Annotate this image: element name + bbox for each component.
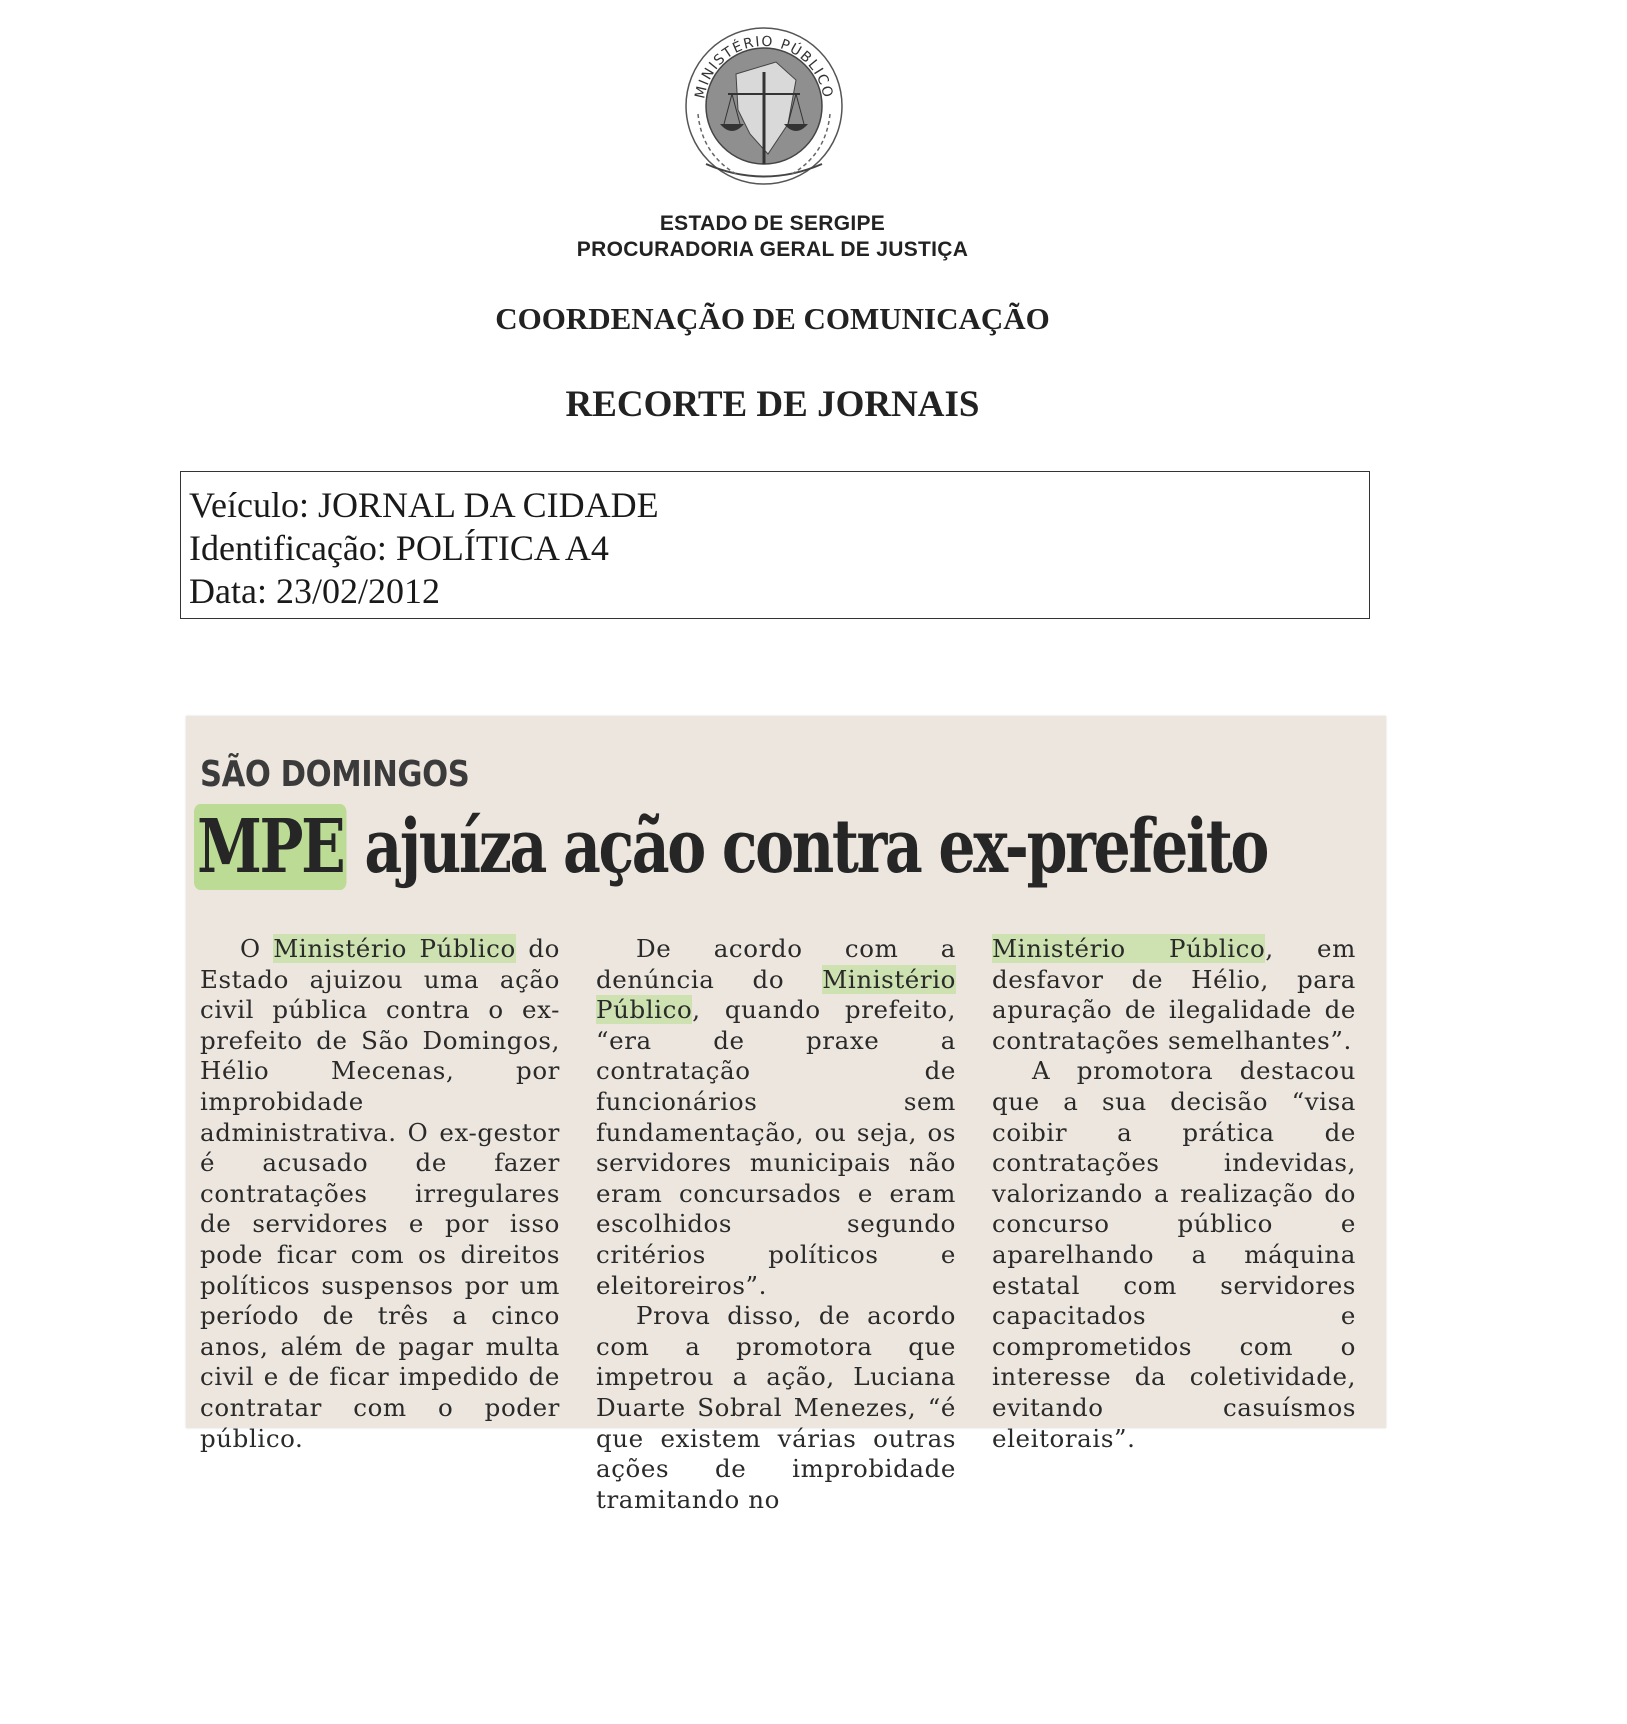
col2-paragraph-2: Prova disso, de acordo com a promotora que impetrou a ação, Luciana Duarte Sobral Menezes, “é que existem várias outras ações de improbidade tramitando no [596, 1301, 956, 1514]
date-line: Data: 23/02/2012 [189, 571, 440, 611]
identification-line: Identificação: POLÍTICA A4 [189, 528, 609, 568]
newspaper-clipping [186, 716, 1386, 1514]
col2-paragraph-1: De acordo com a denúncia do Ministério Público, quando prefeito, “era de praxe a contratação de funcionários sem fundamentação, ou seja, os servidores municipais não eram concursados e eram escolhidos segundo critérios políticos e eleitoreiros”. [596, 934, 956, 1300]
org-agency: PROCURADORIA GERAL DE JUSTIÇA [576, 238, 969, 261]
vehicle-line: Veículo: JORNAL DA CIDADE [189, 485, 659, 525]
col3-paragraph-1: Ministério Público, em desfavor de Hélio, para apuração de ilegalidade de contratações semelhantes”. [992, 934, 1356, 1055]
article-headline [194, 804, 1268, 890]
section-title: RECORTE DE JORNAIS [565, 384, 980, 425]
highlighted-term: Ministério Público [596, 964, 956, 1025]
ministerio-publico-seal [676, 14, 852, 194]
org-state: ESTADO DE SERGIPE [659, 212, 886, 235]
department-title: COORDENAÇÃO DE COMUNICAÇÃO [495, 301, 1050, 336]
highlighted-term: Ministério Público [273, 934, 516, 963]
seal-text: MINISTÉRIO PÚBLICO [692, 33, 836, 101]
article-column-2 [596, 934, 956, 1515]
clipping-info-box [180, 471, 1370, 619]
article-column-1 [200, 934, 560, 1454]
article-column-3 [992, 934, 1356, 1454]
col3-paragraph-2: A promotora destacou que a sua decisão “visa coibir a prática de contratações indevidas, valorizando a realização do concurso público e aparelhando a máquina estatal com servidores capacitados e comprometidos com o interesse da coletividade, evitando casuísmos eleitorais”. [992, 1056, 1356, 1453]
headline-rest: ajuíza ação contra ex-prefeito [346, 804, 1268, 890]
article-kicker: SÃO DOMINGOS [200, 754, 470, 795]
col1-paragraph-1: O Ministério Público do Estado ajuizou uma ação civil pública contra o ex-prefeito de São Domingos, Hélio Mecenas, por improbidade administrativa. O ex-gestor é acusado de fazer contratações irregulares de servidores e por isso pode ficar com os direitos políticos suspensos por um período de três a cinco anos, além de pagar multa civil e de ficar impedido de contratar com o poder público. [200, 934, 561, 1453]
headline-highlight: MPE [194, 804, 346, 890]
highlighted-term: Ministério Público [992, 934, 1266, 963]
